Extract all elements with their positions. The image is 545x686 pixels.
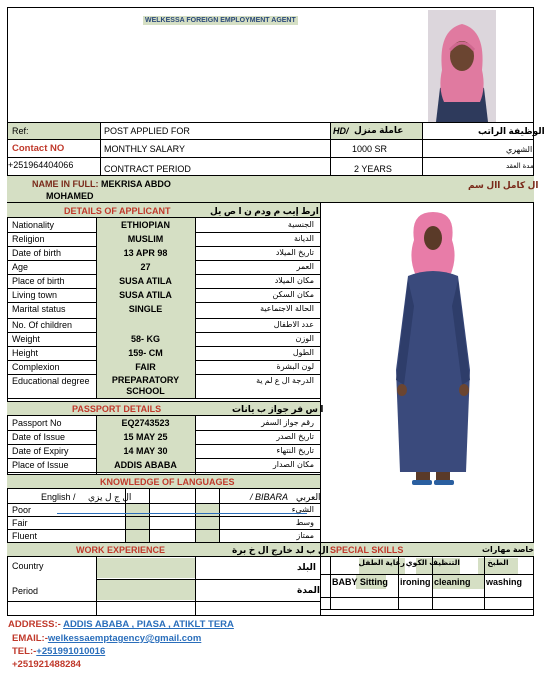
detail-label-ar: الجنسية [287, 220, 314, 229]
passport-label-ar: رقم جواز السفر [261, 418, 314, 427]
detail-label-ar: الدرجة ال ع لم ية [256, 376, 314, 385]
col-line [149, 489, 150, 542]
passport-label: Place of Issue [12, 460, 69, 470]
address-label: ADDRESS:- [8, 619, 61, 630]
col-line [195, 557, 196, 616]
lang-level-ar: ممتاز [296, 531, 314, 540]
detail-value: ETHIOPIAN [120, 220, 170, 230]
passport-value: 15 MAY 25 [123, 432, 168, 442]
row-line [97, 579, 320, 580]
email-link[interactable]: welkessaemptagency@gmail.com [47, 633, 202, 644]
detail-value-line2: SCHOOL [126, 386, 165, 396]
address-line [8, 619, 234, 630]
passport-label-ar: مكان الصدار [272, 460, 314, 469]
detail-label-ar: الوزن [295, 334, 314, 343]
name-value-line2: MOHAMED [46, 191, 94, 201]
detail-value: 159- CM [128, 348, 163, 358]
passport-label: Passport No [12, 418, 62, 428]
details-title-ar: ارط إيب م ودم ن ا ص يل [210, 206, 319, 216]
row-line [320, 597, 534, 598]
detail-label: Height [12, 348, 39, 358]
detail-label-ar: الحالة الاجتماعية [260, 304, 314, 313]
skill-item: BABY Sitting [332, 577, 388, 587]
detail-label-ar: العمر [296, 262, 314, 271]
row-line [7, 472, 320, 473]
passport-label: Date of Expiry [12, 446, 69, 456]
detail-value: SUSA ATILA [119, 276, 172, 286]
tel-label: TEL:- [12, 646, 37, 657]
detail-value: SINGLE [128, 304, 163, 314]
skill-head: التنظيف الكوي [405, 558, 460, 567]
contract-label: CONTRACT PERIOD [104, 164, 191, 174]
detail-value: 27 [140, 262, 151, 272]
work-country-cell [97, 558, 195, 578]
detail-label-ar: لون البشرة [276, 362, 314, 371]
tel-line [12, 646, 105, 657]
col-line [320, 203, 321, 616]
detail-label: Age [12, 262, 29, 272]
position-salary-ar: الوظيفة الراتب [478, 126, 545, 136]
row-line [7, 398, 320, 399]
work-title: WORK EXPERIENCE [76, 545, 166, 555]
row-line [7, 601, 320, 602]
passport-value: ADDIS ABABA [114, 460, 177, 470]
lang-cell [125, 504, 149, 516]
row-line [7, 139, 534, 140]
skill-head: الطبخ [487, 558, 509, 567]
lang-cell [125, 517, 149, 529]
email-line [12, 633, 201, 644]
col-line [398, 557, 399, 609]
lang-level: Fair [12, 518, 28, 528]
address-link[interactable]: ADDIS ABABA , PIASA , ATIKLT TERA [63, 619, 234, 630]
name-value: MEKRISA ABDO [101, 179, 171, 189]
row-line [7, 516, 320, 517]
detail-value: 58- KG [130, 334, 160, 344]
lang-level: Poor [12, 505, 32, 515]
detail-value: SUSA ATILA [119, 290, 172, 300]
col-line [432, 557, 433, 609]
passport-value: EQ2743523 [121, 418, 170, 428]
salary-label: MONTHLY SALARY [104, 144, 186, 154]
name-label: NAME IN FULL: [32, 179, 99, 189]
post-value: HD/ [333, 126, 349, 136]
passport-title-ar: ا س فر جواز ب يانات [232, 404, 324, 414]
lang-cell [195, 517, 219, 529]
contract-ar: مدة العقد [506, 163, 534, 170]
lang-cell [125, 530, 149, 542]
detail-label-ar: مكان السكن [272, 290, 314, 299]
skill-item: cleaning [434, 577, 471, 587]
name-ar: ال كامل اال سم [468, 180, 539, 190]
skill-item: ironing [400, 577, 431, 587]
lang-cell [195, 504, 219, 516]
lang-arabic-ar: العربي [296, 492, 321, 502]
lang-level-ar: وسط [295, 518, 314, 527]
col-line [96, 218, 97, 398]
detail-label: Marital status [12, 304, 66, 314]
tel-2: +251921488284 [12, 659, 81, 670]
skill-head: رعاية الطفل [358, 558, 405, 567]
details-title: DETAILS OF APPLICANT [64, 206, 171, 216]
post-label: POST APPLIED FOR [104, 126, 190, 136]
agency-name: WELKESSA FOREIGN EMPLOYMENT AGENT [145, 17, 296, 24]
col-line [195, 218, 196, 398]
detail-label: No. Of children [12, 320, 73, 330]
col-line [330, 122, 331, 175]
post-value-ar: عاملة منزل [354, 125, 404, 135]
detail-label-ar: مكان الميلاد [274, 276, 314, 285]
detail-value-cell [96, 318, 195, 332]
col-line [96, 416, 97, 474]
detail-label-ar: عدد الاطفال [273, 320, 314, 329]
contract-value: 2 YEARS [354, 164, 392, 174]
detail-label: Date of birth [12, 248, 62, 258]
monthly-ar: الشهري [506, 145, 533, 154]
email-label: EMAIL:- [12, 633, 48, 644]
detail-label: Weight [12, 334, 40, 344]
lang-underline [57, 513, 307, 514]
col-line [96, 557, 97, 616]
detail-value: 13 APR 98 [123, 248, 168, 258]
passport-label-ar: تاريخ النتهاء [276, 446, 314, 455]
col-line [195, 489, 196, 542]
detail-label: Living town [12, 290, 58, 300]
passport-title: PASSPORT DETAILS [72, 404, 162, 414]
detail-label-ar: الطول [292, 348, 314, 357]
skills-title: SPECIAL SKILLS [330, 545, 404, 555]
passport-value: 14 MAY 30 [123, 446, 168, 456]
work-period-ar: المدة [297, 585, 321, 595]
col-line [330, 557, 331, 609]
languages-title: KNOWLEDGE OF LANGUAGES [100, 477, 235, 487]
col-line [125, 489, 126, 542]
lang-english: English / [41, 492, 76, 502]
work-period-cell [97, 580, 195, 600]
tel-link-1[interactable]: +251991010016 [36, 646, 106, 657]
detail-label: Place of birth [12, 276, 65, 286]
phone-value: +251964404066 [8, 160, 74, 170]
lang-arabic: / BIBARA [250, 492, 289, 502]
lang-level-ar: الشيء [291, 505, 314, 514]
row-line [7, 157, 534, 158]
lang-cell [195, 530, 219, 542]
row-line [320, 609, 534, 610]
col-line [195, 416, 196, 474]
detail-label: Complexion [12, 362, 60, 372]
ref-label: Ref: [12, 126, 29, 136]
row-line [320, 574, 534, 575]
lang-level: Fluent [12, 531, 38, 541]
detail-value: PREPARATORY [111, 375, 180, 385]
work-country-label: Country [12, 561, 44, 571]
detail-label: Religion [12, 234, 45, 244]
detail-label-ar: الديانة [293, 234, 314, 243]
col-line [422, 122, 423, 175]
work-country-ar: البلد [297, 562, 317, 572]
contact-label: Contact NO [12, 143, 65, 154]
skill-item: washing [486, 577, 523, 587]
work-title-ar: ال ب لد خارج ال خ برة [232, 545, 329, 555]
row-line [7, 503, 320, 504]
full-body-photo [388, 210, 478, 488]
row-line [7, 529, 320, 530]
detail-label: Nationality [12, 220, 55, 230]
col-line [100, 122, 101, 175]
work-period-label: Period [12, 586, 39, 596]
detail-label-ar: تاريخ الميلاد [275, 248, 314, 257]
col-line [219, 489, 220, 542]
detail-value: MUSLIM [127, 234, 164, 244]
lang-english-ar: ال ج ل يزي [88, 492, 132, 502]
detail-label: Educational degree [12, 376, 90, 386]
detail-value: FAIR [135, 362, 156, 372]
salary-value: 1000 SR [352, 144, 388, 154]
portrait-photo [428, 10, 496, 122]
col-line [484, 557, 485, 609]
passport-label: Date of Issue [12, 432, 66, 442]
passport-label-ar: تاريخ الصدر [276, 432, 314, 441]
skills-title-ar: خاصة مهارات [482, 545, 535, 554]
